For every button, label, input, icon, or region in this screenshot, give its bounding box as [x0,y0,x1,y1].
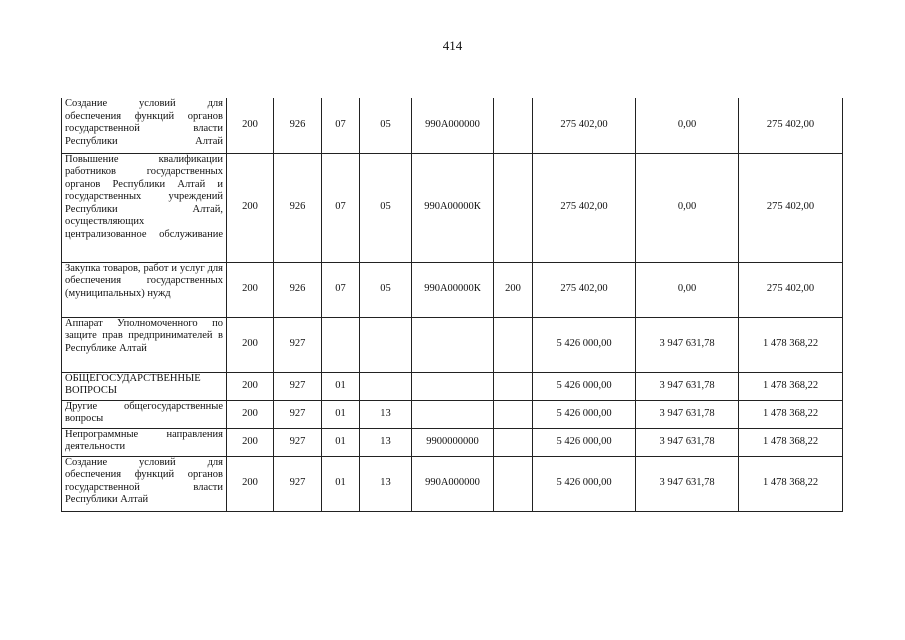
amount-cell: 275 402,00 [533,153,636,262]
row-name: Повышение квалификации работников государственных органов Республики Алтай и государственных учреждений Республики Алтай, осуществляющих централизованное обслуживание [62,153,227,262]
amount-cell: 1 478 368,22 [739,317,843,372]
code-cell: 05 [360,153,412,262]
code-cell [494,428,533,456]
code-cell: 01 [322,428,360,456]
code-cell: 01 [322,372,360,400]
code-cell: 01 [322,400,360,428]
table-row [62,262,843,317]
amount-cell: 5 426 000,00 [533,317,636,372]
row-name: Создание условий для обеспечения функций органов государственной власти Республики Алтай [62,98,227,153]
code-cell: 990А000000 [412,98,494,153]
code-cell: 07 [322,153,360,262]
code-cell [494,153,533,262]
table-row [62,317,843,372]
code-cell: 200 [227,262,274,317]
amount-cell: 3 947 631,78 [636,428,739,456]
code-cell: 200 [227,98,274,153]
amount-cell: 275 402,00 [533,98,636,153]
row-name: ОБЩЕГОСУДАРСТВЕННЫЕ ВОПРОСЫ [62,372,227,400]
amount-cell: 1 478 368,22 [739,372,843,400]
code-cell: 927 [274,317,322,372]
code-cell: 07 [322,262,360,317]
budget-table [61,98,843,512]
amount-cell: 0,00 [636,98,739,153]
row-name: Закупка товаров, работ и услуг для обеспечения государственных (муниципальных) нужд [62,262,227,317]
code-cell [360,317,412,372]
table-row [62,372,843,400]
code-cell [494,456,533,511]
code-cell [494,400,533,428]
code-cell: 990А00000К [412,262,494,317]
code-cell [412,317,494,372]
code-cell: 200 [227,456,274,511]
amount-cell: 3 947 631,78 [636,456,739,511]
table-row [62,456,843,511]
amount-cell: 5 426 000,00 [533,372,636,400]
code-cell: 926 [274,153,322,262]
amount-cell: 1 478 368,22 [739,428,843,456]
code-cell: 200 [227,372,274,400]
code-cell: 990А000000 [412,456,494,511]
code-cell: 927 [274,456,322,511]
amount-cell: 0,00 [636,153,739,262]
row-name: Создание условий для обеспечения функций органов государственной власти Республики Алтай [62,456,227,511]
amount-cell: 275 402,00 [739,153,843,262]
code-cell: 01 [322,456,360,511]
code-cell: 200 [494,262,533,317]
code-cell [412,400,494,428]
code-cell [360,372,412,400]
amount-cell: 1 478 368,22 [739,456,843,511]
amount-cell: 1 478 368,22 [739,400,843,428]
page-number: 414 [442,38,463,53]
code-cell: 200 [227,153,274,262]
row-name: Аппарат Уполномоченного по защите прав предпринимателей в Республике Алтай [62,317,227,372]
code-cell: 927 [274,428,322,456]
code-cell: 927 [274,400,322,428]
code-cell: 9900000000 [412,428,494,456]
code-cell: 926 [274,98,322,153]
table-row [62,400,843,428]
amount-cell: 5 426 000,00 [533,400,636,428]
table-row [62,428,843,456]
code-cell: 200 [227,317,274,372]
code-cell [494,98,533,153]
amount-cell: 3 947 631,78 [636,400,739,428]
code-cell [412,372,494,400]
code-cell: 200 [227,428,274,456]
code-cell: 200 [227,400,274,428]
amount-cell: 5 426 000,00 [533,456,636,511]
amount-cell: 5 426 000,00 [533,428,636,456]
code-cell: 05 [360,98,412,153]
code-cell: 990А00000К [412,153,494,262]
amount-cell: 275 402,00 [739,98,843,153]
amount-cell: 275 402,00 [533,262,636,317]
row-name: Другие общегосударственные вопросы [62,400,227,428]
table-row [62,153,843,262]
code-cell [494,372,533,400]
amount-cell: 3 947 631,78 [636,317,739,372]
budget-table-body [62,98,843,511]
amount-cell: 275 402,00 [739,262,843,317]
code-cell: 07 [322,98,360,153]
code-cell: 926 [274,262,322,317]
code-cell [322,317,360,372]
code-cell: 05 [360,262,412,317]
code-cell: 13 [360,400,412,428]
row-name: Непрограммные направления деятельности [62,428,227,456]
code-cell: 13 [360,456,412,511]
amount-cell: 3 947 631,78 [636,372,739,400]
code-cell: 927 [274,372,322,400]
table-row [62,98,843,153]
code-cell: 13 [360,428,412,456]
amount-cell: 0,00 [636,262,739,317]
code-cell [494,317,533,372]
